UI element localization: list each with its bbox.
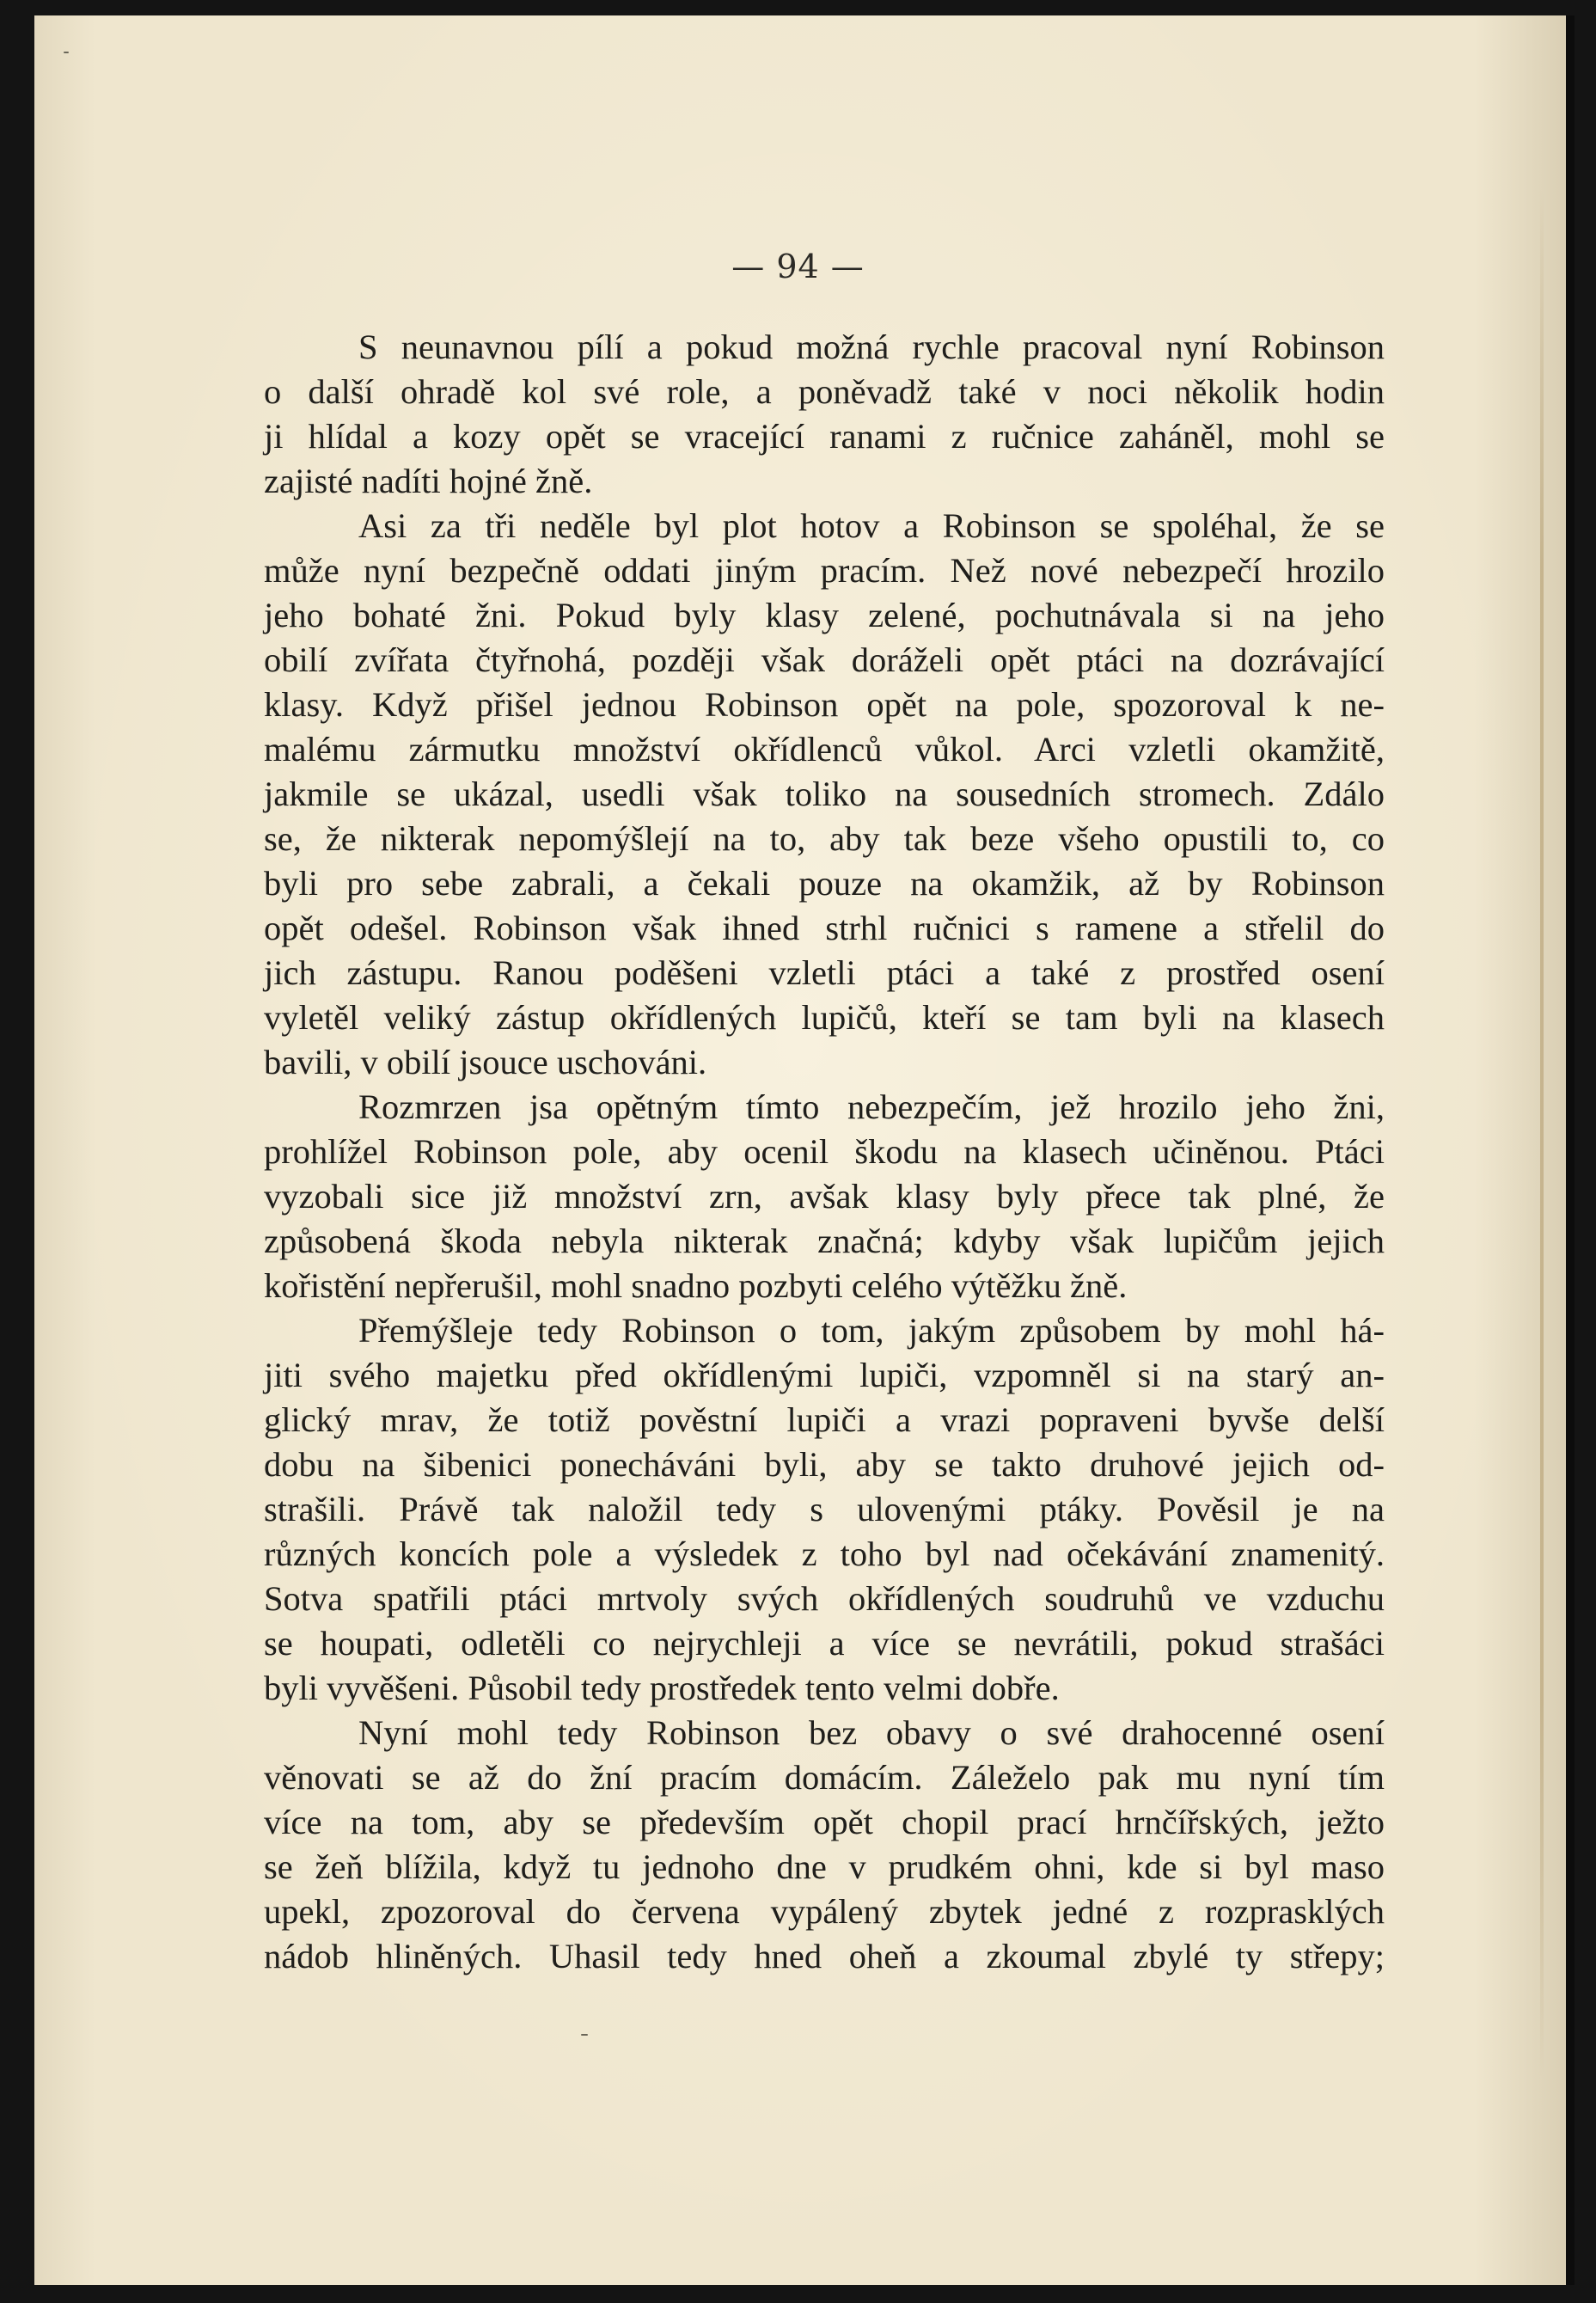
text-line: obilí zvířata čtyřnohá, později však doráželi opět ptáci na dozrávající [264,640,1385,679]
text-line: se, že nikterak nepomýšlejí na to, aby tak beze všeho opustili to, co [264,819,1385,858]
text-line: byli pro sebe zabrali, a čekali pouze na okamžik, až by Robinson [264,864,1385,903]
text-line: vyletěl veliký zástup okřídlených lupičů, kteří se tam byli na klasech [264,998,1385,1037]
text-line: prohlížel Robinson pole, aby ocenil škodu na klasech učiněnou. Ptáci [264,1132,1385,1171]
text-line: glický mrav, že totiž pověstní lupiči a vrazi popraveni byvše delší [264,1400,1385,1439]
text-line: ji hlídal a kozy opět se vracející ranami z ručnice zaháněl, mohl se [264,417,1385,456]
text-line: se houpati, odletěli co nejrychleji a více se nevrátili, pokud strašáci [264,1624,1385,1663]
paragraph-2 [264,504,1385,1085]
text-line: různých koncích pole a výsledek z toho byl nad očekávání znamenitý. [264,1534,1385,1573]
text-line: bavili, v obilí jsouce uschováni. [264,1043,707,1081]
text-line: může nyní bezpečně oddati jiným pracím. Než nové nebezpečí hrozilo [264,551,1385,590]
text-line: klasy. Když přišel jednou Robinson opět na pole, spozoroval k ne- [264,685,1385,724]
text-line: více na tom, aby se především opět chopil prací hrnčířských, ježto [264,1803,1385,1841]
text-line: zajisté nadíti hojné žně. [264,462,593,500]
text-line: jiti svého majetku před okřídlenými lupiči, vzpomněl si na starý an- [264,1356,1385,1394]
text-line: Asi za tři neděle byl plot hotov a Robinson se spoléhal, že se [358,506,1385,545]
text-line: upekl, zpozoroval do červena vypálený zbytek jedné z rozprasklých [264,1892,1385,1931]
text-line: byli vyvěšeni. Působil tedy prostředek tento velmi dobře. [264,1669,1060,1707]
paragraph-5 [264,1711,1385,1979]
text-line: o další ohradě kol své role, a poněvadž také v noci několik hodin [264,372,1385,411]
text-line: vyzobali sice již množství zrn, avšak klasy byly přece tak plné, že [264,1177,1385,1216]
paragraph-3 [264,1085,1385,1308]
text-line: věnovati se až do žní pracím domácím. Záleželo pak mu nyní tím [264,1758,1385,1797]
paragraph-4 [264,1308,1385,1711]
page-gutter-shadow [1540,187,1544,2079]
text-line: opět odešel. Robinson však ihned strhl ručnici s ramene a střelil do [264,909,1385,947]
paragraph-1 [264,325,1385,504]
text-line: nádob hliněných. Uhasil tedy hned oheň a zkoumal zbylé ty střepy; [264,1937,1385,1975]
text-line: jich zástupu. Ranou poděšeni vzletli ptáci a také z prostřed osení [264,953,1385,992]
dust-speck [64,52,69,53]
text-line: jakmile se ukázal, usedli však toliko na sousedních stromech. Zdálo [264,775,1385,813]
text-line: se žeň blížila, když tu jednoho dne v prudkém ohni, kde si byl maso [264,1847,1385,1886]
text-line: malému zármutku množství okřídlenců vůkol. Arci vzletli okamžitě, [264,730,1385,769]
text-line: S neunavnou pílí a pokud možná rychle pracoval nyní Robinson [358,328,1385,366]
text-line: Rozmrzen jsa opětným tímto nebezpečím, jež hrozilo jeho žni, [358,1087,1385,1126]
text-line: kořistění nepřerušil, mohl snadno pozbyti celého výtěžku žně. [264,1266,1128,1305]
body-text [264,325,1385,1979]
text-line: Sotva spatřili ptáci mrtvoly svých okřídlených soudruhů ve vzduchu [264,1579,1385,1618]
dust-speck [581,2034,588,2036]
text-line: Nyní mohl tedy Robinson bez obavy o své drahocenné osení [358,1713,1385,1752]
text-line: Přemýšleje tedy Robinson o tom, jakým způsobem by mohl há- [358,1311,1385,1350]
page-number: — 94 — [731,248,865,285]
text-line: strašili. Právě tak naložil tedy s ulovenými ptáky. Pověsil je na [264,1490,1385,1528]
text-line: dobu na šibenici ponecháváni byli, aby se takto druhové jejich od- [264,1445,1385,1484]
text-line: způsobená škoda nebyla nikterak značná; kdyby však lupičům jejich [264,1222,1385,1260]
text-line: jeho bohaté žni. Pokud byly klasy zelené, pochutnávala si na jeho [264,596,1385,634]
